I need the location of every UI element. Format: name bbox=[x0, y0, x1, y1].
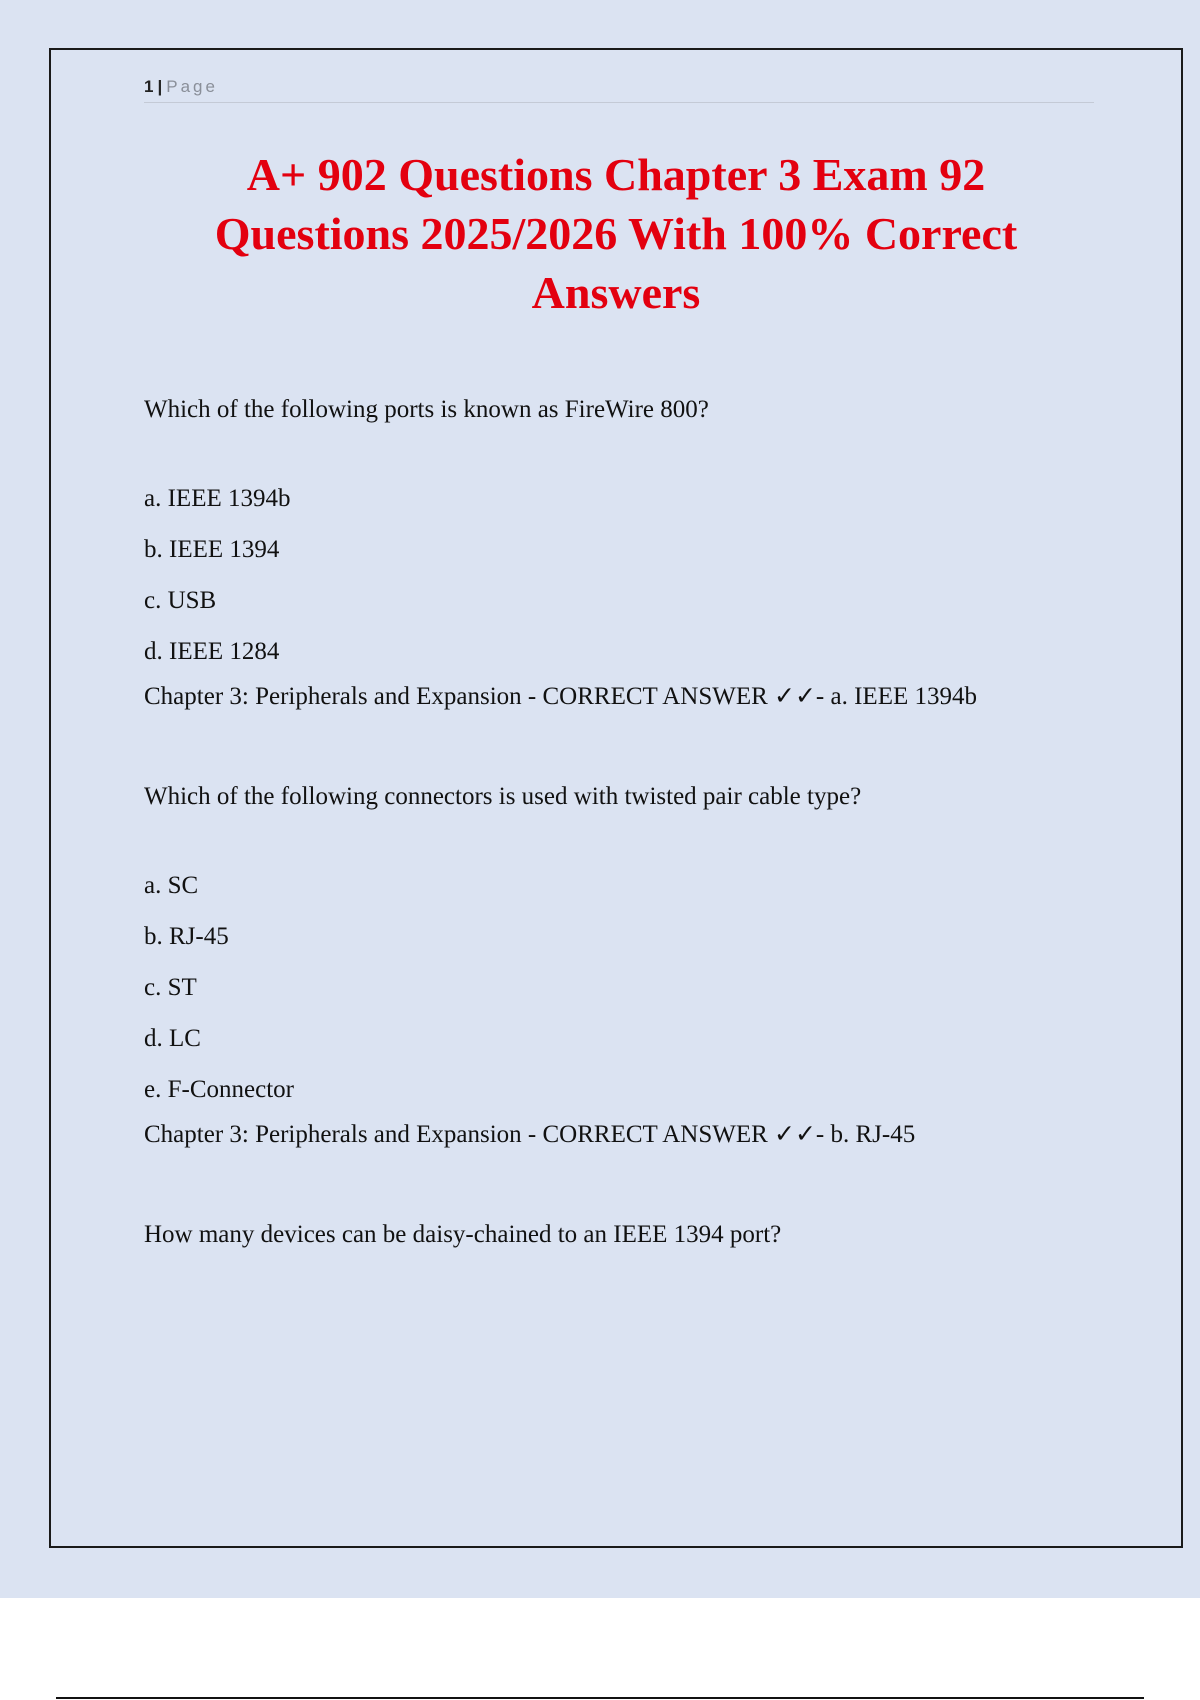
question-text: How many devices can be daisy-chained to an IEEE 1394 port? bbox=[144, 1221, 782, 1248]
option-item: b. IEEE 1394 bbox=[144, 536, 280, 563]
option-item: d. LC bbox=[144, 1025, 201, 1052]
option-item: b. RJ-45 bbox=[144, 923, 229, 950]
option-item: e. F-Connector bbox=[144, 1076, 294, 1103]
correct-answer: Chapter 3: Peripherals and Expansion - CORRECT ANSWER ✓✓- a. IEEE 1394b bbox=[144, 683, 977, 710]
question-text: Which of the following connectors is used with twisted pair cable type? bbox=[144, 783, 862, 810]
answer-options bbox=[144, 473, 1104, 677]
option-item: a. IEEE 1394b bbox=[144, 485, 291, 512]
page-label: Page bbox=[166, 77, 218, 96]
document-title: A+ 902 Questions Chapter 3 Exam 92 Questions 2025/2026 With 100% Correct Answers bbox=[214, 149, 1018, 318]
page-number: 1 bbox=[144, 77, 154, 96]
document-body bbox=[144, 390, 1104, 1255]
option-item: d. IEEE 1284 bbox=[144, 638, 280, 665]
page-header bbox=[144, 74, 1094, 103]
option-item: c. USB bbox=[144, 587, 217, 614]
answer-options bbox=[144, 860, 1104, 1115]
option-item: c. ST bbox=[144, 974, 197, 1001]
correct-answer: Chapter 3: Peripherals and Expansion - CORRECT ANSWER ✓✓- b. RJ-45 bbox=[144, 1121, 916, 1148]
question-text: Which of the following ports is known as FireWire 800? bbox=[144, 396, 709, 423]
option-item: a. SC bbox=[144, 872, 199, 899]
footer-divider bbox=[56, 1697, 1144, 1699]
page-separator: | bbox=[157, 77, 163, 96]
